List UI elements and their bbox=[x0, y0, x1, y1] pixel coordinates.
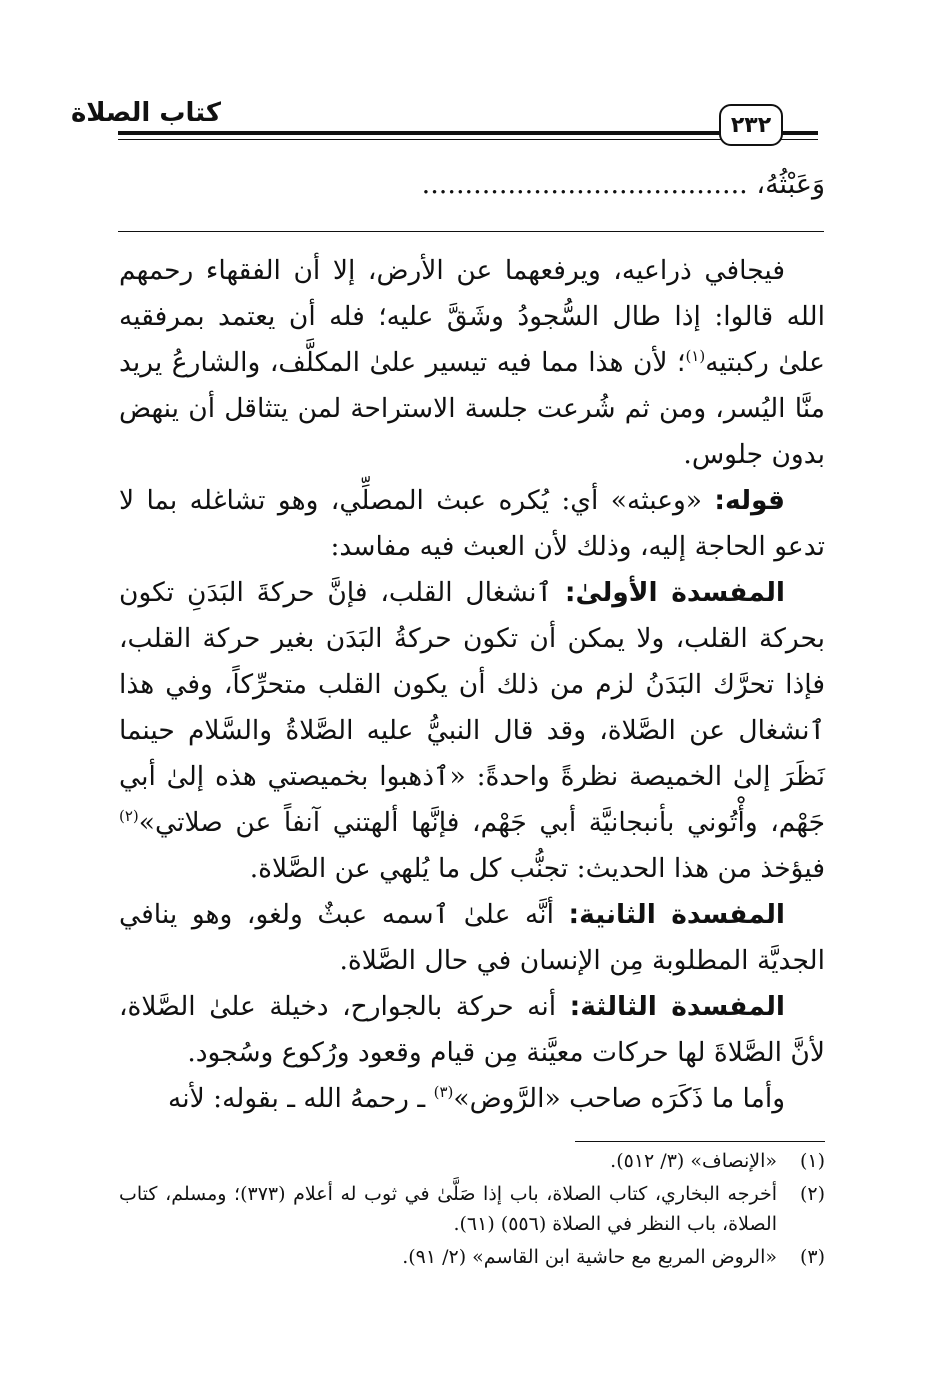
paragraph-2 bbox=[119, 478, 825, 570]
paragraph-5 bbox=[119, 984, 825, 1076]
paragraph-text: فيجافي ذراعيه، ويرفعهما عن الأرض، إلا أن الفقهاء رحمهم الله قالوا: إذا طال السُّجودُ وشَقَّ عليه؛ فله أن يعتمد بمرفقيه علىٰ ركبتيه bbox=[119, 255, 825, 378]
matn-divider bbox=[118, 231, 824, 232]
paragraph-text: ـ رحمهُ الله ـ بقوله: لأنه bbox=[168, 1083, 434, 1114]
paragraph-text: وأما ما ذَكَرَه صاحب «الرَّوض» bbox=[453, 1083, 785, 1114]
footnote-number: (١) bbox=[799, 1150, 825, 1172]
header-rule bbox=[118, 131, 818, 135]
footnotes bbox=[119, 1146, 825, 1275]
paragraph-text: أنَّه علىٰ ٱسمه عبثٌ ولغو، وهو ينافي الجديَّة المطلوبة مِن الإنسان في حال الصَّلاة. bbox=[119, 899, 825, 976]
paragraph-lead: المفسدة الأولىٰ: bbox=[564, 577, 785, 608]
footnote-ref-1: (١) bbox=[685, 347, 706, 366]
footnote-number: (٣) bbox=[799, 1246, 825, 1268]
footnote bbox=[119, 1179, 825, 1239]
paragraph-lead: المفسدة الثالثة: bbox=[569, 991, 785, 1022]
paragraph-3 bbox=[119, 570, 825, 892]
footnote-number: (٢) bbox=[799, 1183, 825, 1205]
running-header-title: كتاب الصلاة bbox=[70, 98, 221, 128]
footnote-text: «الروض المربع مع حاشية ابن القاسم» (٢/ ٩١). bbox=[402, 1246, 777, 1268]
paragraph-lead: قوله: bbox=[714, 485, 785, 516]
paragraph-text: أنه حركة بالجوارح، دخيلة علىٰ الصَّلاة، لأنَّ الصَّلاةَ لها حركات معيَّنة مِن قيام وقعود ورُكوع وسُجود. bbox=[119, 991, 825, 1068]
matn-line bbox=[119, 165, 825, 205]
paragraph-text: فيؤخذ من هذا الحديث: تجنُّب كل ما يُلهي عن الصَّلاة. bbox=[249, 853, 825, 884]
paragraph-lead: المفسدة الثانية: bbox=[568, 899, 785, 930]
footnote-ref-2: (٢) bbox=[119, 807, 139, 826]
footnote-divider bbox=[575, 1141, 825, 1142]
paragraph-1 bbox=[119, 248, 825, 478]
footnote-ref-3: (٣) bbox=[433, 1083, 454, 1102]
footnote-text: «الإنصاف» (٣/ ٥١٢). bbox=[610, 1150, 777, 1172]
page-number: ٢٣٢ bbox=[719, 104, 783, 146]
paragraph-6 bbox=[119, 1076, 825, 1122]
footnote bbox=[119, 1242, 825, 1272]
paragraph-text: ٱنشغال القلب، فإنَّ حركةَ البَدَنِ تكون بحركة القلب، ولا يمكن أن تكون حركةُ البَدَن بغير حركة القلب، فإذا تحرَّك البَدَنُ لزم من ذلك أن يكون القلب متحرِّكاً، وفي هذا ٱنشغال عن الصَّلاة، وقد قال النبيُّ عليه الصَّلاةُ والسَّلام حينما نَظَرَ إلىٰ الخميصة نظرةً واحدةً: «ٱذهبوا بخميصتي هذه إلىٰ أبي جَهْم، وأْتُوني بأنبجانيَّة أبي جَهْم، فإنَّها ألهتني آنفاً عن صلاتي» bbox=[119, 577, 825, 838]
paragraph-4 bbox=[119, 892, 825, 984]
footnote-text: أخرجه البخاري، كتاب الصلاة، باب إذا صَلَّىٰ في ثوب له أعلام (٣٧٣)؛ ومسلم، كتاب الصلاة، باب النظر في الصلاة (٥٥٦) (٦١). bbox=[119, 1183, 777, 1235]
matn-dots: ...................................... bbox=[421, 169, 748, 200]
paragraph-text: «وعبثه» أي: يُكره عبث المصلِّي، وهو تشاغله بما لا تدعو الحاجة إليه، وذلك لأن العبث فيه مفاسد: bbox=[119, 485, 825, 562]
matn-text: وَعَبْثُهُ، bbox=[756, 169, 825, 200]
header-rule-thin bbox=[118, 139, 818, 140]
paragraph-text: ؛ لأن هذا مما فيه تيسير علىٰ المكلَّف، والشارعُ يريد منَّا اليُسر، ومن ثم شُرعت جلسة الاستراحة لمن يتثاقل أن ينهض بدون جلوس. bbox=[119, 347, 825, 470]
footnote bbox=[119, 1146, 825, 1176]
commentary-body bbox=[119, 248, 825, 1122]
